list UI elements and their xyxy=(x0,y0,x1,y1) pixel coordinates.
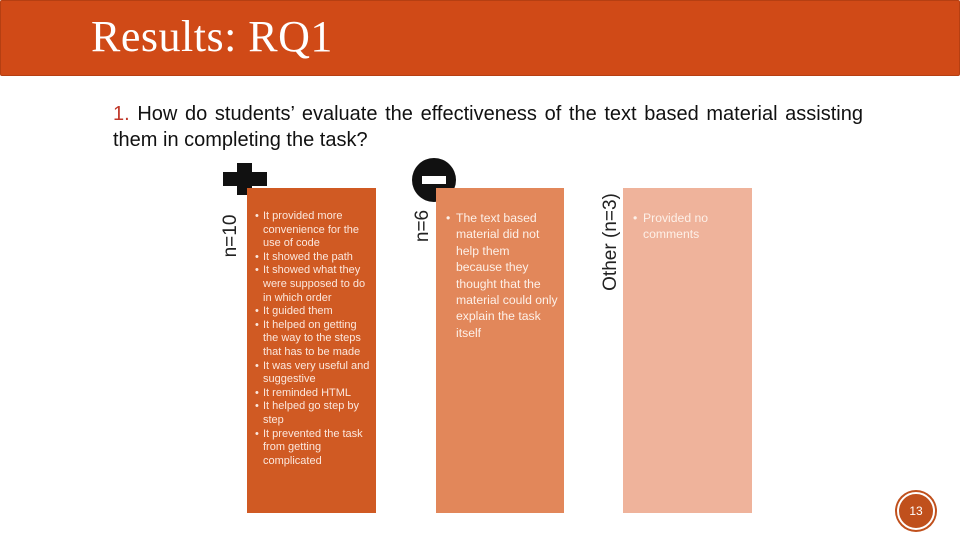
positive-list xyxy=(255,210,370,468)
negative-panel xyxy=(436,188,564,513)
question-text: How do students’ evaluate the effectiveness of the text based material assisting them in completing the task? xyxy=(113,103,863,151)
question-number: 1. xyxy=(113,103,130,125)
other-panel xyxy=(623,188,752,513)
other-count-label: Other (n=3) xyxy=(600,193,621,291)
title-bar xyxy=(0,0,960,76)
list-item: • The text based material did not help them because they thought that the material could only explain the task itself xyxy=(446,210,558,341)
positive-panel xyxy=(247,188,376,513)
research-question xyxy=(113,101,863,153)
negative-list xyxy=(446,210,558,341)
list-item: • It showed what they were supposed to do in which order xyxy=(255,264,370,305)
list-item: • It prevented the task from getting complicated xyxy=(255,428,370,469)
slide-title: Results: RQ1 xyxy=(91,12,333,61)
other-list xyxy=(633,210,746,243)
list-item: • It reminded HTML xyxy=(255,387,370,401)
list-item: • It was very useful and suggestive xyxy=(255,360,370,387)
negative-count-label: n=6 xyxy=(412,209,433,243)
page-number-badge: 13 xyxy=(897,492,935,530)
list-item: • It provided more convenience for the use of code xyxy=(255,210,370,251)
list-item: • It helped go step by step xyxy=(255,400,370,427)
positive-count-label: n=10 xyxy=(220,214,241,258)
list-item: • Provided no comments xyxy=(633,210,746,243)
list-item: • It helped on getting the way to the steps that has to be made xyxy=(255,319,370,360)
list-item: • It guided them xyxy=(255,305,370,319)
list-item: • It showed the path xyxy=(255,251,370,265)
